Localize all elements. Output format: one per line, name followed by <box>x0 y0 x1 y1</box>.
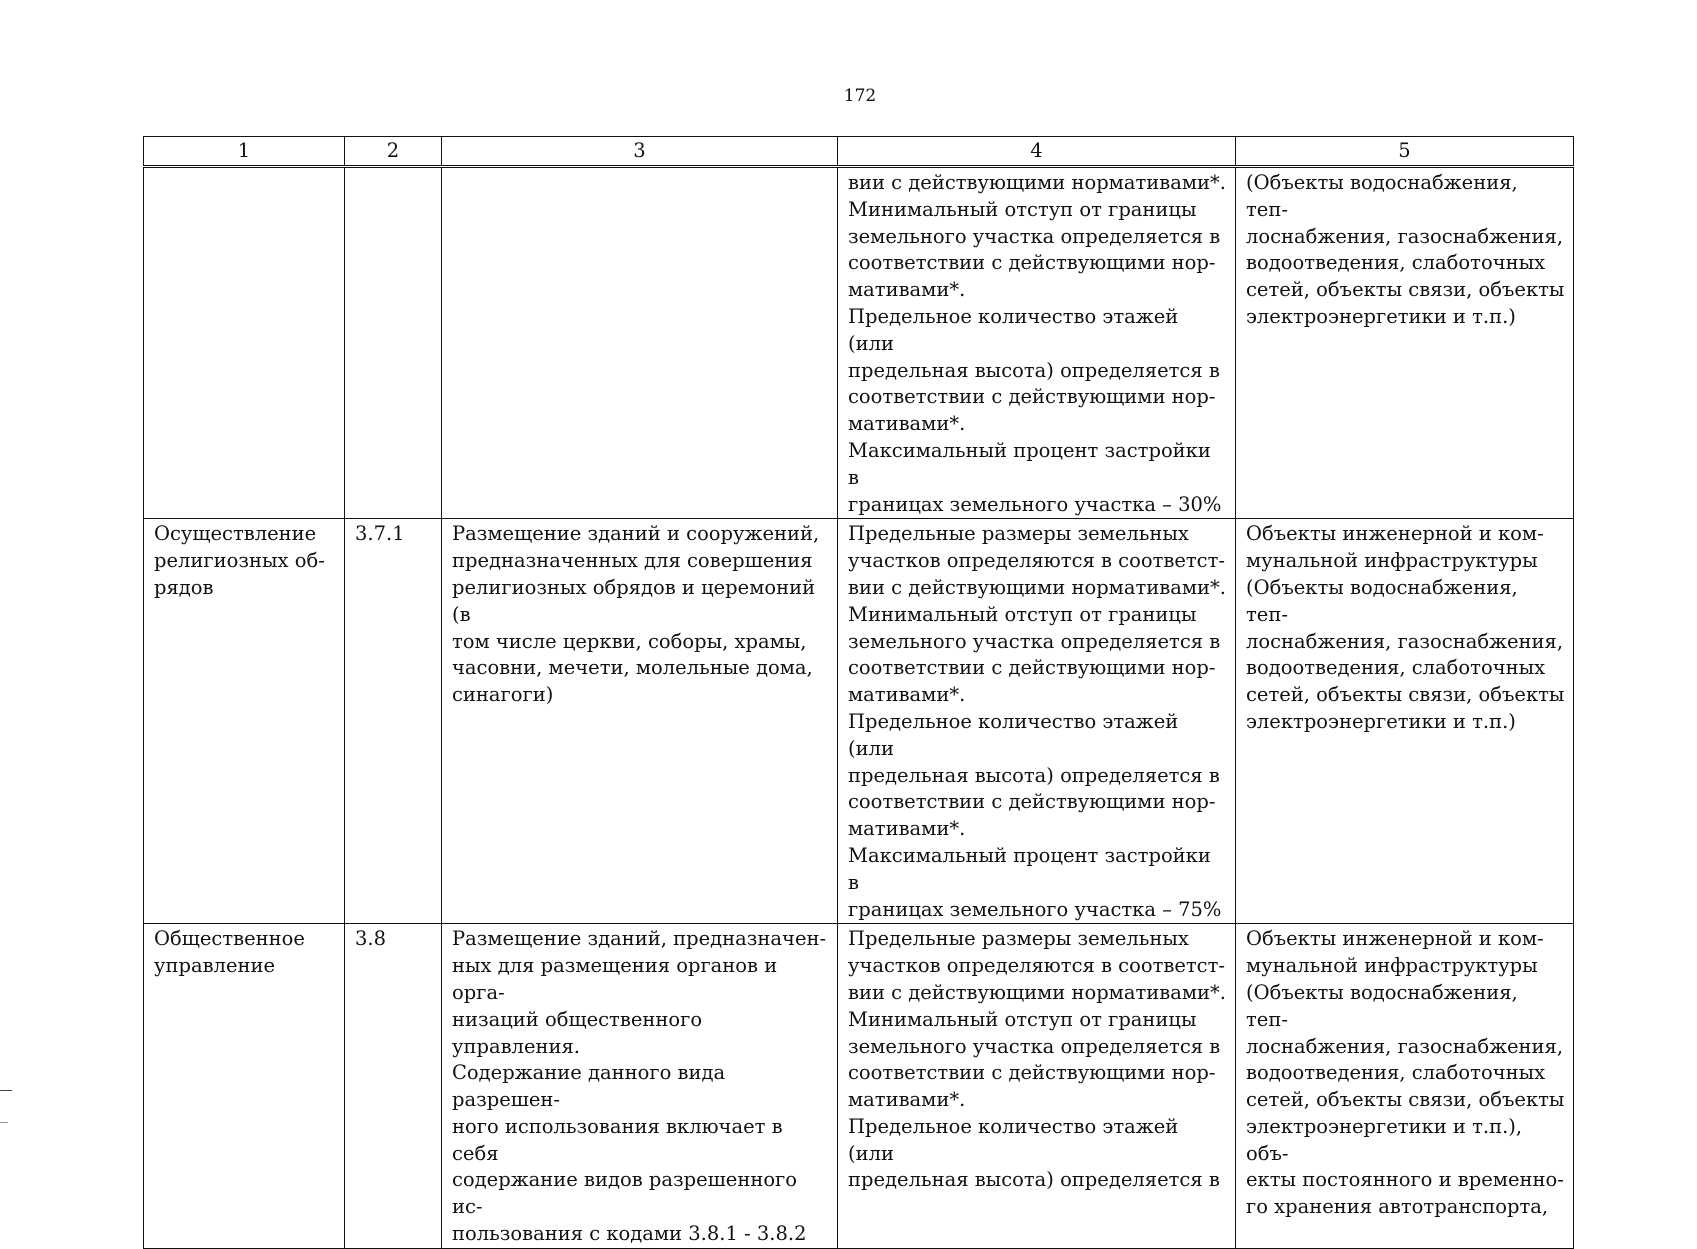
table-header-row <box>144 137 1574 167</box>
land-use-table <box>143 136 1574 1249</box>
related-objects-cell: Объекты инженерной и ком- мунальной инфраструктуры (Объекты водоснабжения, теп- лоснабжения, газоснабжения, водоотведения, слаботочных сетей, объекты связи, объекты электроэнергетики и т.п.), объ- екты постоянного и временно- го хранения автотранспорта, <box>1236 924 1574 1249</box>
use-type-code-cell: 3.8 <box>345 924 442 1249</box>
parameters-cell: Предельные размеры земельных участков определяются в соответст- вии с действующими нормативами*. Минимальный отступ от границы земельного участка определяется в соответствии с действующими нор- мативами*. Предельное количество этажей (или предельная высота) определяется в соответствии с действующими нор- мативами*. Максимальный процент застройки в границах земельного участка – 75% <box>838 519 1236 924</box>
column-header-5: 5 <box>1236 137 1574 167</box>
page-number: 172 <box>843 86 877 106</box>
parameters-cell: вии с действующими нормативами*. Минимальный отступ от границы земельного участка определяется в соответствии с действующими нор- мативами*. Предельное количество этажей (или предельная высота) определяется в соответствии с действующими нор- мативами*. Максимальный процент застройки в границах земельного участка – 30% <box>838 167 1236 519</box>
use-type-description-cell: Размещение зданий и сооружений, предназначенных для совершения религиозных обрядов и церемоний (в том числе церкви, соборы, храмы, часовни, мечети, молельные дома, синагоги) <box>442 519 838 924</box>
table-row <box>144 519 1574 924</box>
table-row <box>144 167 1574 519</box>
column-header-2: 2 <box>345 137 442 167</box>
use-type-name-cell: Общественное управление <box>144 924 345 1249</box>
parameters-cell: Предельные размеры земельных участков определяются в соответст- вии с действующими нормативами*. Минимальный отступ от границы земельного участка определяется в соответствии с действующими нор- мативами*. Предельное количество этажей (или предельная высота) определяется в <box>838 924 1236 1249</box>
use-type-name-cell <box>144 167 345 519</box>
column-header-1: 1 <box>144 137 345 167</box>
use-type-description-cell: Размещение зданий, предназначен- ных для размещения органов и орга- низаций общественного управления. Содержание данного вида разрешен- ного использования включает в себя содержание видов разрешенного ис- пользования с кодами 3.8.1 - 3.8.2 <box>442 924 838 1249</box>
related-objects-cell: Объекты инженерной и ком- мунальной инфраструктуры (Объекты водоснабжения, теп- лоснабжения, газоснабжения, водоотведения, слаботочных сетей, объекты связи, объекты электроэнергетики и т.п.) <box>1236 519 1574 924</box>
use-type-code-cell: 3.7.1 <box>345 519 442 924</box>
column-header-4: 4 <box>838 137 1236 167</box>
scan-margin-mark <box>0 1090 12 1091</box>
use-type-code-cell <box>345 167 442 519</box>
scan-margin-mark <box>0 1122 8 1123</box>
use-type-description-cell <box>442 167 838 519</box>
related-objects-cell: (Объекты водоснабжения, теп- лоснабжения, газоснабжения, водоотведения, слаботочных сетей, объекты связи, объекты электроэнергетики и т.п.) <box>1236 167 1574 519</box>
column-header-3: 3 <box>442 137 838 167</box>
use-type-name-cell: Осуществление религиозных об- рядов <box>144 519 345 924</box>
